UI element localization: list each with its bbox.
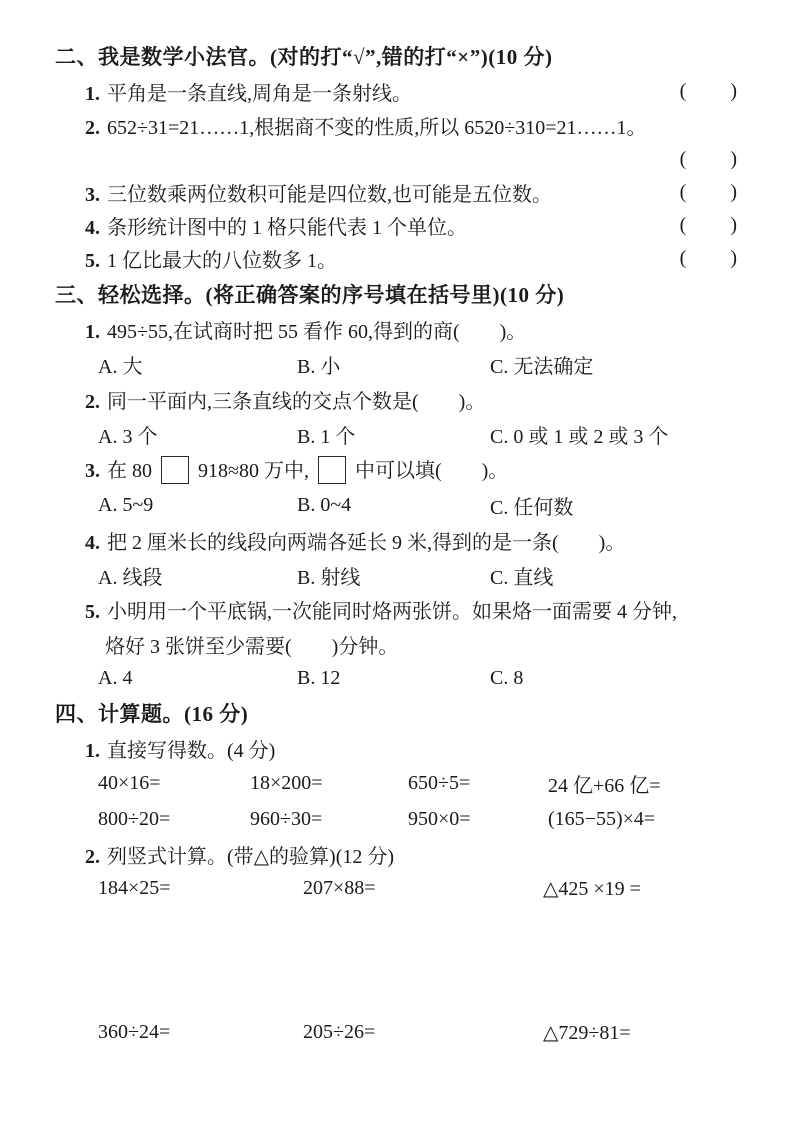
section-judge-heading: 二、我是数学小法官。(对的打“√”,错的打“×”)(10 分) <box>55 45 553 69</box>
item-number: 3. <box>85 459 100 482</box>
expression: 950×0= <box>408 807 471 830</box>
bracket-open: ( <box>679 147 687 170</box>
item-number: 1. <box>85 321 100 343</box>
tf-question <box>85 77 412 106</box>
option-b: B. 12 <box>297 666 341 689</box>
tf-question <box>85 211 467 240</box>
option-c: C. 0 或 1 或 2 或 3 个 <box>490 426 669 448</box>
item-number: 5. <box>85 601 100 623</box>
item-number: 3. <box>85 184 100 206</box>
tf-question <box>85 178 552 207</box>
answer-bracket <box>680 214 737 237</box>
mc-question <box>85 595 677 624</box>
answer-bracket <box>680 80 737 103</box>
item-number: 1. <box>85 82 100 105</box>
option-a: A. 线段 <box>98 566 163 589</box>
mental-math-row-1 <box>98 765 737 801</box>
item-number: 2. <box>85 116 100 139</box>
answer-bracket <box>680 181 737 204</box>
expression: 40×16= <box>98 771 161 794</box>
tf-item-2 <box>55 108 737 142</box>
item-number: 1. <box>85 739 100 762</box>
section-calc-heading: 四、计算题。(16 分) <box>55 702 249 726</box>
option-a: A. 5~9 <box>98 494 154 516</box>
item-text: 把 2 厘米长的线段向两端各延长 9 米,得到的是一条( )。 <box>107 532 626 554</box>
mc-item-5-line1 <box>55 592 737 627</box>
column-calc-row-1 <box>98 871 737 905</box>
working-space <box>55 905 737 1015</box>
expression: 650÷5= <box>408 771 471 794</box>
bracket-close: ) <box>730 181 737 203</box>
option-a: A. 4 <box>98 666 133 689</box>
mc-item-5-line2 <box>55 627 737 661</box>
column-calc-row-2 <box>98 1015 737 1049</box>
answer-bracket <box>680 148 737 171</box>
option-b: B. 0~4 <box>297 494 352 516</box>
mc-item-4-options <box>98 558 737 592</box>
option-c: C. 8 <box>490 666 524 689</box>
mc-question <box>85 454 508 486</box>
bracket-open: ( <box>679 181 687 203</box>
item-text: 直接写得数。(4 分) <box>107 739 276 762</box>
mc-item-4 <box>55 523 737 558</box>
item-number: 4. <box>85 532 100 554</box>
fill-box <box>318 456 346 484</box>
mc-item-3 <box>55 452 737 488</box>
answer-bracket <box>680 247 737 270</box>
option-c: C. 直线 <box>490 566 554 589</box>
expression: △425 ×19 = <box>543 877 641 900</box>
option-a: A. 大 <box>98 356 143 378</box>
mc-question-continued: 烙好 3 张饼至少需要( )分钟。 <box>105 635 399 658</box>
expression: 24 亿+66 亿= <box>548 774 661 797</box>
item-text: 同一平面内,三条直线的交点个数是( )。 <box>107 391 486 413</box>
option-b: B. 小 <box>297 356 341 378</box>
mc-item-2-options <box>98 417 737 452</box>
tf-question <box>85 244 337 273</box>
bracket-open: ( <box>679 247 687 269</box>
section-choice-heading: 三、轻松选择。(将正确答案的序号填在括号里)(10 分) <box>55 282 565 307</box>
tf-item-3 <box>55 176 737 209</box>
option-b: B. 1 个 <box>297 426 356 448</box>
bracket-close: ) <box>730 214 737 236</box>
item-text-seg3: 中可以填( )。 <box>354 459 509 482</box>
item-text-seg1: 在 80 <box>107 459 152 482</box>
expression: 184×25= <box>98 876 171 899</box>
expression: 205÷26= <box>303 1020 376 1043</box>
fill-box <box>161 456 189 484</box>
mental-math-row-2 <box>98 801 737 837</box>
item-number: 2. <box>85 845 100 868</box>
tf-item-5 <box>55 242 737 275</box>
option-c: C. 任何数 <box>490 497 574 519</box>
option-a: A. 3 个 <box>98 426 158 448</box>
calc-sub1-title <box>55 731 737 765</box>
item-text: 条形统计图中的 1 格只能代表 1 个单位。 <box>107 217 467 239</box>
bracket-close: ) <box>730 79 737 102</box>
option-b: B. 射线 <box>297 566 361 589</box>
tf-item-1 <box>55 74 737 108</box>
tf-item-2-bracket-row <box>55 142 737 176</box>
tf-question <box>85 111 647 140</box>
item-text: 列竖式计算。(带△的验算)(12 分) <box>107 845 395 868</box>
item-text: 小明用一个平底锅,一次能同时烙两张饼。如果烙一面需要 4 分钟, <box>107 601 677 623</box>
mc-item-3-options <box>98 488 737 523</box>
mc-item-1 <box>55 312 737 347</box>
item-text-seg2: 918≈80 万中, <box>198 459 309 482</box>
item-text: 652÷31=21……1,根据商不变的性质,所以 6520÷310=21……1。 <box>107 116 647 139</box>
expression: 360÷24= <box>98 1020 171 1043</box>
tf-item-4 <box>55 209 737 242</box>
bracket-open: ( <box>679 214 687 236</box>
expression: 207×88= <box>303 876 376 899</box>
item-number: 5. <box>85 250 100 272</box>
item-text: 1 亿比最大的八位数多 1。 <box>107 250 337 272</box>
expression: 960÷30= <box>250 807 323 830</box>
expression: △729÷81= <box>543 1021 631 1044</box>
item-text: 三位数乘两位数积可能是四位数,也可能是五位数。 <box>107 184 552 206</box>
mc-question <box>85 385 485 414</box>
expression: (165−55)×4= <box>548 807 656 830</box>
mc-item-2 <box>55 382 737 417</box>
item-text: 495÷55,在试商时把 55 看作 60,得到的商( )。 <box>107 321 527 343</box>
expression: 800÷20= <box>98 807 171 830</box>
item-number: 2. <box>85 391 100 413</box>
calc-sub2-title <box>55 837 737 871</box>
bracket-open: ( <box>679 79 687 102</box>
item-text: 平角是一条直线,周角是一条射线。 <box>107 82 412 105</box>
mc-item-5-options <box>98 661 737 695</box>
mc-question <box>85 526 625 555</box>
bracket-close: ) <box>730 247 737 269</box>
mc-question <box>85 315 526 344</box>
expression: 18×200= <box>250 771 323 794</box>
bracket-close: ) <box>730 147 737 170</box>
item-number: 4. <box>85 217 100 239</box>
mc-item-1-options <box>98 347 737 382</box>
option-c: C. 无法确定 <box>490 356 594 378</box>
